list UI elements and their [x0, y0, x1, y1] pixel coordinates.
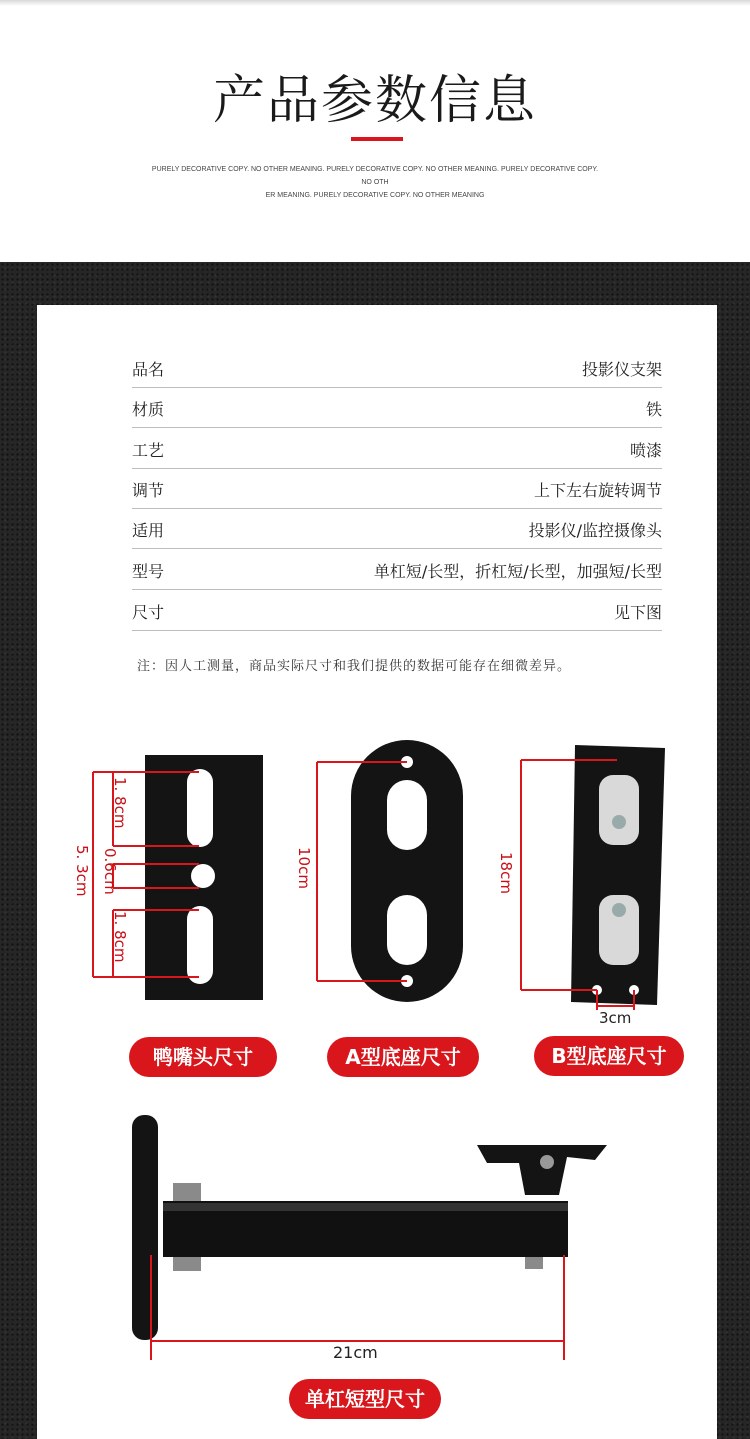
spec-row [132, 590, 662, 631]
decorative-subtitle [150, 163, 600, 202]
base-b-diagram [507, 740, 677, 1030]
spec-key: 材质 [132, 400, 165, 419]
spec-key: 尺寸 [132, 603, 165, 622]
base-b-slot-top [599, 775, 639, 845]
spec-key: 调节 [132, 481, 165, 500]
spec-value: 单杠短/长型，折杠短/长型，加强短/长型 [373, 562, 662, 581]
subtitle-line-2: ER MEANING. PURELY DECORATIVE COPY. NO OTHER MEANING [265, 192, 485, 199]
spec-key: 品名 [132, 360, 165, 379]
arm-bolt-bottom [173, 1257, 201, 1271]
base-a-diagram [307, 735, 477, 1015]
base-a-label: A型底座尺寸 [327, 1037, 479, 1077]
spec-panel [37, 305, 717, 1439]
spec-row [132, 549, 662, 590]
spec-row [132, 387, 662, 428]
base-b-dim-height: 18cm [497, 852, 515, 894]
spec-value: 铁 [645, 400, 662, 419]
arm-dim-length: 21cm [333, 1343, 378, 1362]
spec-row [132, 428, 662, 469]
title-underline [351, 137, 403, 141]
duck-dim-total: 5. 3cm [73, 845, 91, 897]
measurement-note: 注：因人工测量，商品实际尺寸和我们提供的数据可能存在细微差异。 [137, 659, 572, 674]
duck-head-label: 鸭嘴头尺寸 [129, 1037, 277, 1077]
base-a-slot-bottom [387, 895, 427, 965]
spec-value: 上下左右旋转调节 [533, 481, 662, 500]
spec-value: 投影仪/监控摄像头 [528, 521, 662, 540]
spec-row [132, 468, 662, 509]
spec-row [132, 347, 662, 388]
duck-dim-hole: 0.6cm [101, 848, 119, 895]
base-a-dim-height: 10cm [295, 847, 313, 889]
spec-key: 工艺 [132, 441, 165, 460]
duck-slot-bottom [187, 906, 213, 984]
duck-hole [191, 864, 215, 888]
spec-key: 型号 [132, 562, 165, 581]
duck-dim-slot2: 1. 8cm [111, 911, 129, 963]
base-b-dim-width: 3cm [599, 1009, 632, 1027]
subtitle-line-1: PURELY DECORATIVE COPY. NO OTHER MEANING. PURELY DECORATIVE COPY. NO OTHER MEANING. PURELY DECORATIVE COPY. NO OTH [151, 166, 599, 186]
spec-value: 投影仪支架 [581, 360, 662, 379]
base-b-label: B型底座尺寸 [534, 1036, 684, 1076]
page-title: 产品参数信息 [212, 71, 537, 131]
spec-value: 喷漆 [629, 441, 662, 460]
arm-wall-plate [132, 1115, 158, 1340]
arm-bolt-top [173, 1183, 201, 1201]
arm-swivel-head [477, 1145, 607, 1195]
arm-diagram [127, 1105, 627, 1370]
arm-label: 单杠短型尺寸 [289, 1379, 441, 1419]
spec-key: 适用 [132, 521, 165, 540]
base-a-slot-top [387, 780, 427, 850]
duck-slot-top [187, 769, 213, 847]
spec-value: 见下图 [613, 603, 662, 622]
top-shadow-line [0, 0, 750, 6]
spec-row [132, 508, 662, 549]
duck-dim-slot1: 1. 8cm [111, 777, 129, 829]
